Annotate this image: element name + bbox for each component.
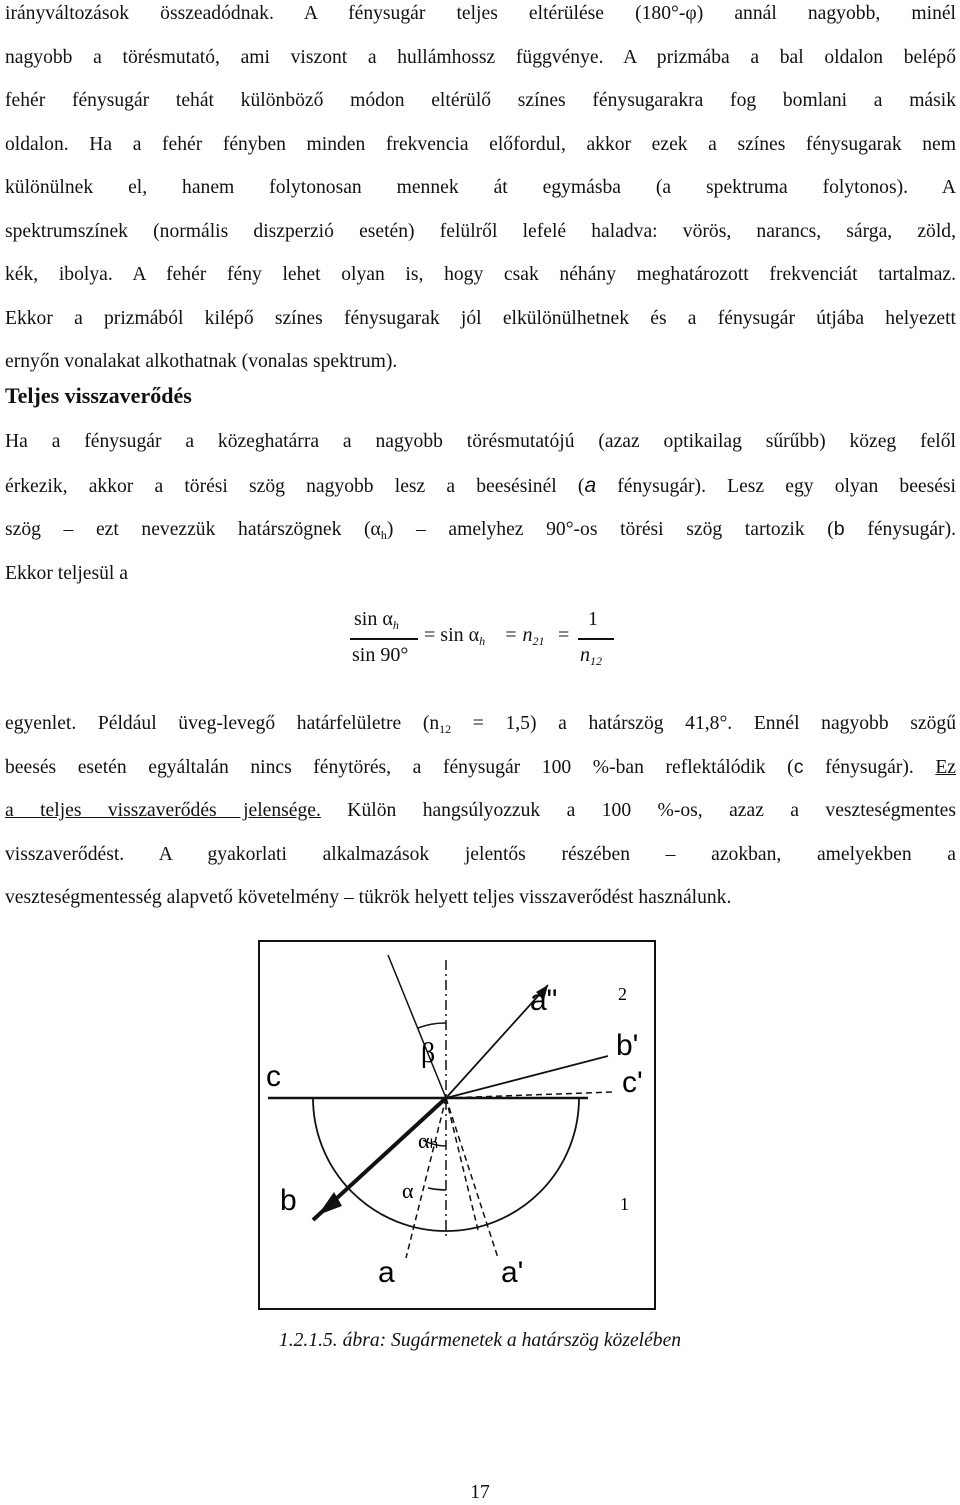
text-line: veszteségmentesség alapvető követelmény – tükrök helyett teljes visszaverődést használunk.	[5, 887, 732, 908]
text-line: visszaverődést. A gyakorlati alkalmazások jelentős részében – azokban, amelyekben a	[5, 843, 956, 865]
figure-frame	[259, 941, 655, 1309]
ray-a-prime	[446, 1098, 498, 1258]
label-b: b	[280, 1184, 297, 1217]
fraction-bar	[350, 638, 418, 640]
text-line: Ekkor teljesül a	[5, 562, 128, 584]
section-heading: Teljes visszaverődés	[5, 383, 192, 408]
text-line: beesés esetén egyáltalán nincs fénytörés, a fénysugár 100 %-ban reflektálódik (c fénysugár). Ez	[5, 755, 956, 778]
paragraph-prism-dispersion	[5, 0, 956, 384]
text-line: egyenlet. Például üveg-levegő határfelületre $(n_{12} = 1,5)$ a határszög 41,8°. Ennél nagyobb szögű	[5, 713, 956, 736]
fraction-bar	[578, 638, 614, 640]
text-line: a teljes visszaverődés jelensége. Külön hangsúlyozzuk a 100 %-os, azaz a veszteségmentes	[5, 800, 956, 821]
ray-b-prime	[446, 1056, 608, 1098]
page-number: 17	[470, 1482, 490, 1503]
formula-denominator: sin 90°	[352, 644, 409, 666]
text-line: irányváltozások összeadódnak. A fénysugár teljes eltérülése (180°-φ) annál nagyobb, minél	[5, 3, 956, 24]
ray-upper	[388, 955, 446, 1098]
label-a-prime: a'	[501, 1256, 524, 1289]
formula-numerator: $\sin \alpha_h$	[354, 608, 399, 632]
formula-n12: $n_{12}$	[580, 644, 602, 668]
text-line: oldalon. Ha a fehér fényben minden frekvencia előfordul, akkor ezek a színes fénysugarak nem	[5, 133, 956, 155]
paragraph-example	[5, 702, 956, 920]
text-line: ernyőn vonalakat alkothatnak (vonalas spektrum).	[5, 351, 398, 372]
angle-arc-alpha	[428, 1188, 446, 1190]
text-line: szög – ezt nevezzük határszögnek $(\alpha_h)$ – amelyhez 90°-os törési szög tartozik (b fénysugár).	[5, 518, 957, 542]
label-beta: β	[421, 1038, 436, 1069]
formula-middle: = $\sin \alpha_h$	[424, 624, 486, 648]
text-line: érkezik, akkor a törési szög nagyobb lesz a beesésinél (a fénysugár). Lesz egy olyan beesési	[5, 473, 956, 497]
text-line: kék, ibolya. A fehér fény lehet olyan is, hogy csak néhány meghatározott frekvenciát tartalmaz.	[5, 264, 956, 285]
label-alpha-h: αₕ	[418, 1128, 439, 1153]
formula-one: 1	[588, 608, 598, 630]
formula-n21: = $n_{21}$	[504, 624, 545, 648]
text-line: nagyobb a törésmutató, ami viszont a hullámhossz függvénye. A prizmába a bal oldalon belépő	[5, 46, 956, 68]
ray-alpha	[446, 1098, 478, 1230]
angle-arc-beta	[418, 1023, 446, 1028]
text-line: fehér fénysugár tehát különböző módon eltérülő színes fénysugarakra fog bomlani a másik	[5, 90, 956, 111]
text-line: spektrumszínek (normális diszperzió esetén) felülről lefelé haladva: vörös, narancs, sárga, zöld,	[5, 220, 956, 242]
paragraph-total-reflection	[5, 420, 956, 595]
label-medium-1: 1	[620, 1194, 629, 1214]
label-alpha: α	[402, 1178, 414, 1203]
label-c-prime: c'	[622, 1066, 643, 1099]
text-line: Ha a fénysugár a közeghatárra a nagyobb törésmutatójú (azaz optikailag sűrűbb) közeg felől	[5, 431, 956, 452]
figure-caption: 1.2.1.5. ábra: Sugármenetek a határszög közelében	[278, 1330, 682, 1351]
critical-angle-diagram	[258, 940, 656, 1310]
label-a-double: a"	[530, 984, 558, 1017]
label-medium-2: 2	[618, 984, 627, 1004]
label-c: c	[266, 1060, 281, 1093]
text-line: Ekkor a prizmából kilépő színes fénysugarak jól elkülönülhetnek és a fénysugár útjába helyezett	[5, 307, 956, 329]
formula-equals: =	[558, 624, 570, 646]
critical-angle-equation	[340, 600, 640, 680]
label-b-prime: b'	[616, 1029, 639, 1062]
text-line: különülnek el, hanem folytonosan mennek át egymásba (a spektruma folytonos). A	[5, 177, 956, 198]
label-a: a	[378, 1256, 395, 1289]
